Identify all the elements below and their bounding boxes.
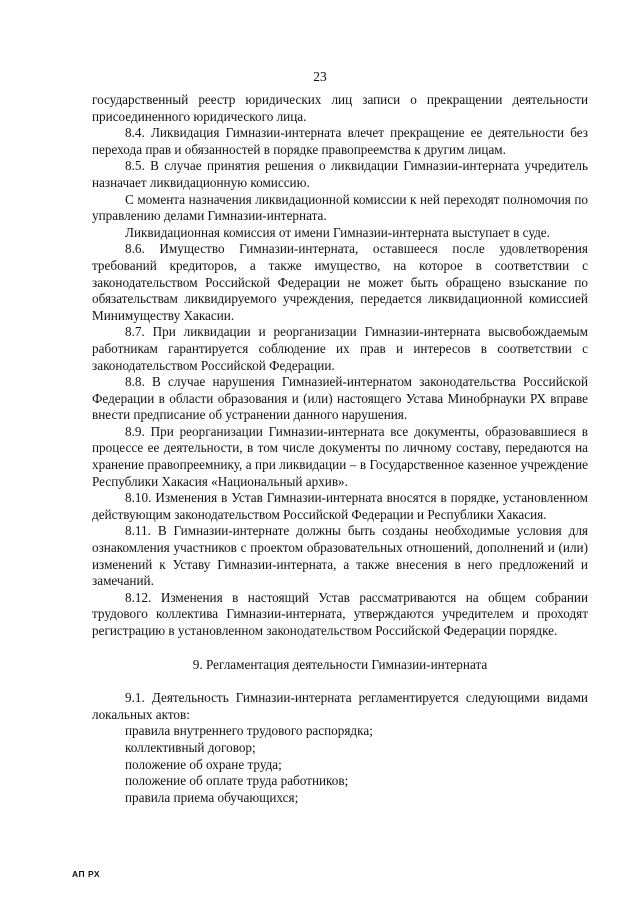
list-item: положение об оплате труда работников;	[125, 773, 349, 789]
paragraph: 8.9. При реорганизации Гимназии-интерната все документы, образовавшиеся в процессе ее деятельности, в том числе документы по личному составу, передаются на хранение правопреемнику, а при ликвидации – в Государственное казенное учреждение Республики Хакасия «Национальный архив».	[92, 423, 588, 489]
list-item: правила приема обучающихся;	[125, 789, 299, 805]
paragraph: 8.6. Имущество Гимназии-интерната, оставшееся после удовлетворения требований кредиторов, а также имущество, на которое в соответствии с законодательством Российской Федерации не может быть обращено взыскание по обязательствам ликвидируемого учреждения, передается ликвидационной комиссией Минимуществу Хакасии.	[92, 241, 588, 323]
document-body	[92, 92, 588, 806]
paragraph: 8.10. Изменения в Устав Гимназии-интерната вносятся в порядке, установленном действующим законодательством Российской Федерации и Республики Хакасия.	[92, 490, 588, 522]
list-item: правила внутреннего трудового распорядка;	[125, 723, 373, 739]
paragraph: 8.11. В Гимназии-интернате должны быть созданы необходимые условия для ознакомления участников с проектом образовательных отношений, дополнений и (или) изменений к Уставу Гимназии-интерната, а также внесения в него предложений и замечаний.	[92, 523, 588, 589]
paragraph: С момента назначения ликвидационной комиссии к ней переходят полномочия по управлению делами Гимназии-интерната.	[92, 191, 588, 224]
local-acts-list	[92, 723, 588, 806]
paragraph: 8.4. Ликвидация Гимназии-интерната влечет прекращение ее деятельности без перехода прав и обязанностей в порядке правопреемства к другим лицам.	[92, 125, 588, 157]
footer-stamp-mark: АП РХ	[72, 869, 101, 879]
paragraph: Ликвидационная комиссия от имени Гимназии-интерната выступает в суде.	[125, 224, 550, 240]
list-item: коллективный договор;	[125, 739, 256, 755]
paragraph: 8.5. В случае принятия решения о ликвидации Гимназии-интерната учредитель назначает ликвидационную комиссию.	[92, 158, 588, 190]
section-9-intro: 9.1. Деятельность Гимназии-интерната регламентируется следующими видами локальных актов:	[92, 690, 588, 722]
paragraph: 8.7. При ликвидации и реорганизации Гимназии-интерната высвобождаемым работникам гарантируется соблюдение их прав и интересов в соответствии с законодательством Российской Федерации.	[92, 324, 588, 373]
list-item: положение об охране труда;	[125, 756, 282, 772]
section-8-paragraphs	[92, 92, 588, 640]
section-9-heading: 9. Регламентация деятельности Гимназии-интерната	[192, 656, 488, 672]
paragraph: государственный реестр юридических лиц записи о прекращении деятельности присоединенного юридического лица.	[92, 92, 588, 124]
paragraph: 8.12. Изменения в настоящий Устав рассматриваются на общем собрании трудового коллектива Гимназии-интерната, утверждаются учредителем и проходят регистрацию в установленном законодательством Российской Федерации порядке.	[92, 589, 588, 638]
paragraph: 8.8. В случае нарушения Гимназией-интернатом законодательства Российской Федерации в области образования и (или) настоящего Устава Минобрнауки РХ вправе внести предписание об устранении данного нарушения.	[92, 374, 588, 423]
page-number: 23	[313, 69, 327, 84]
